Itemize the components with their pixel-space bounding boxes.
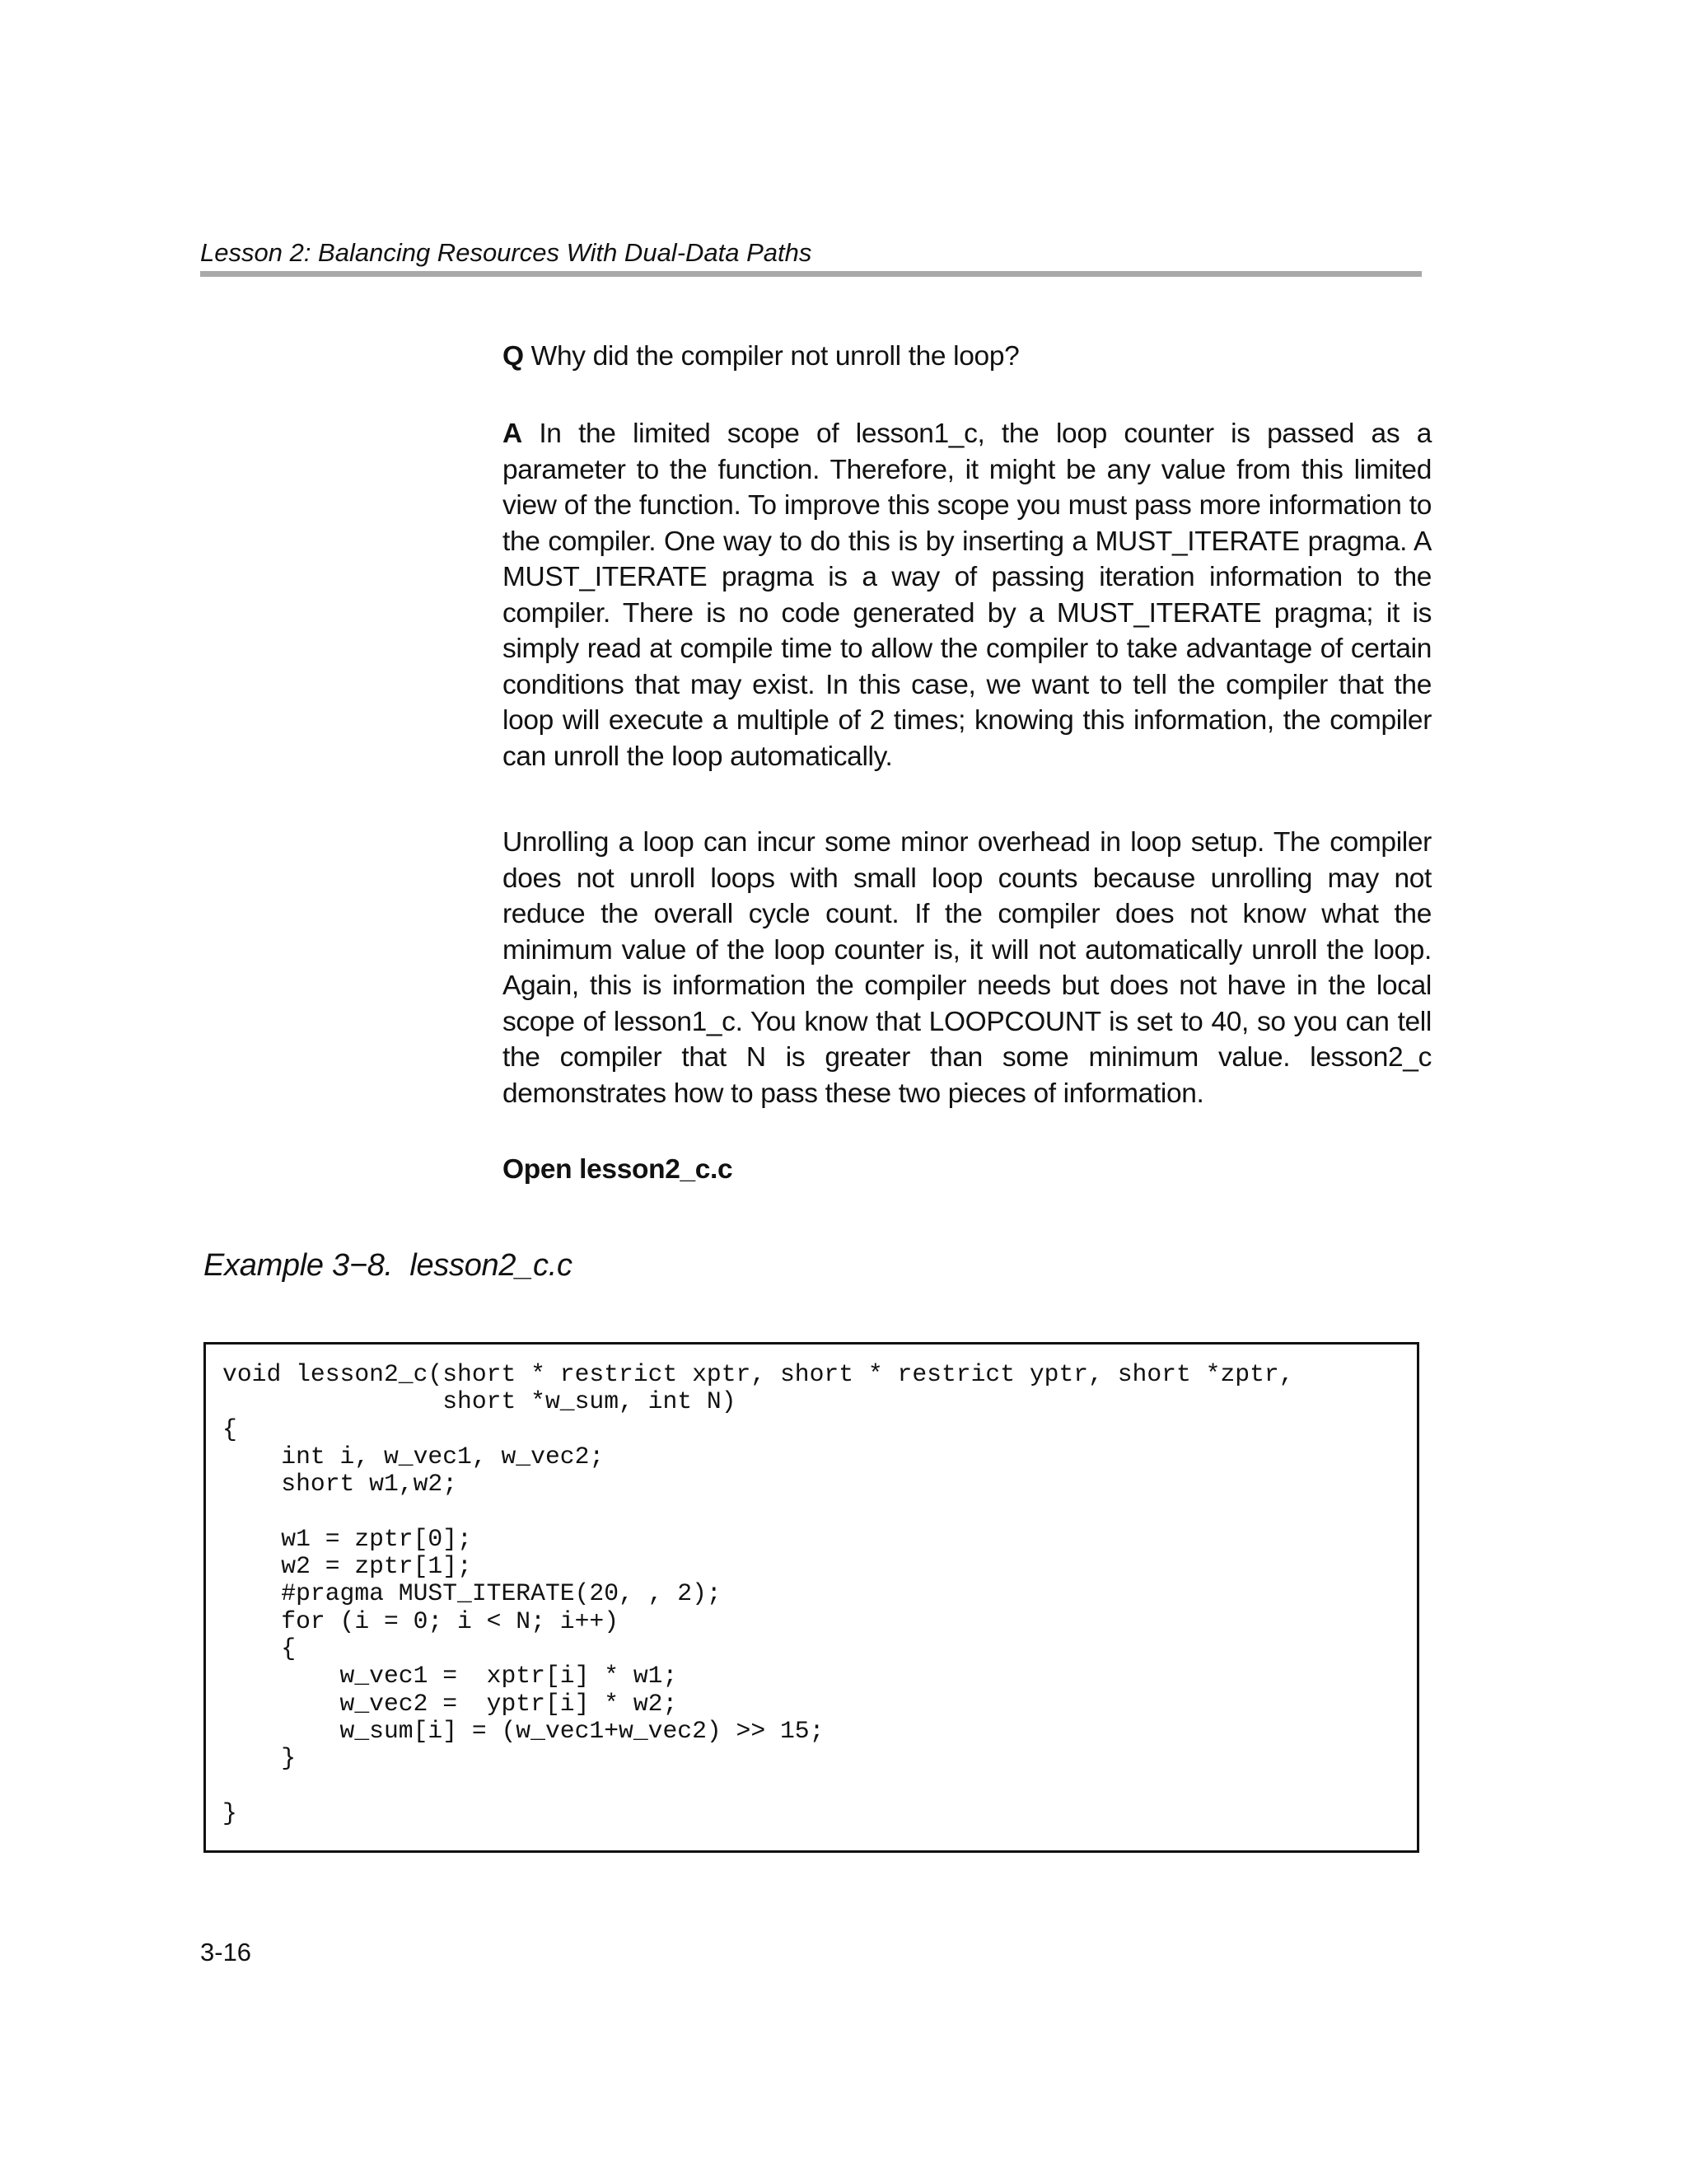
unrolling-paragraph: Unrolling a loop can incur some minor overhead in loop setup. The compiler does not unroll loops with small loop counts because unrolling may not reduce the overall cycle count. If the compiler does not know what the minimum value of the loop counter is, it will not automatically unroll the loop. Again, this is information the compiler needs but does not have in the local scope of lesson1_c. You know that LOOPCOUNT is set to 40, so you can tell the compiler that N is greater than some minimum value. lesson2_c demonstrates how to pass these two pieces of information. (502, 827, 1432, 1109)
question-text: Why did the compiler not unroll the loop? (523, 341, 1020, 372)
code-listing-box (203, 1342, 1419, 1853)
code-listing: void lesson2_c(short * restrict xptr, short * restrict yptr, short *zptr, short *w_sum, int N) { int i, w_vec1, w_vec2; short w1,w2; w1 = zptr[0]; w2 = zptr[1]; #pragma MUST_ITERATE(20, , 2); for (i = 0; i < N; i++) { w_vec1 = xptr[i] * w1; w_vec2 = yptr[i] * w2; w_sum[i] = (w_vec1+w_vec2) >> 15; } } (222, 1360, 1294, 1827)
question-lead: Q (502, 341, 524, 372)
example-caption: Example 3−8. lesson2_c.c (203, 1248, 572, 1283)
answer-text: In the limited scope of lesson1_c, the loop counter is passed as a parameter to the function. Therefore, it might be any value from this limited view of the function. To improve this scope you must pass more information to the compiler. One way to do this is by inserting a MUST_ITERATE pragma. A MUST_ITERATE pragma is a way of passing iteration information to the compiler. There is no code generated by a MUST_ITERATE pragma; it is simply read at compile time to allow the compiler to take advantage of certain conditions that may exist. In this case, we want to tell the compiler that the loop will execute a multiple of 2 times; knowing this information, the compiler can unroll the loop automatically. (502, 419, 1432, 772)
page-number: 3-16 (200, 1938, 252, 1967)
header-rule (200, 271, 1422, 277)
answer-lead: A (502, 419, 522, 449)
running-header: Lesson 2: Balancing Resources With Dual-Data Paths (200, 238, 812, 267)
question-paragraph (502, 339, 1432, 375)
answer-paragraph (502, 416, 1432, 774)
open-file-instruction: Open lesson2_c.c (502, 1154, 733, 1185)
